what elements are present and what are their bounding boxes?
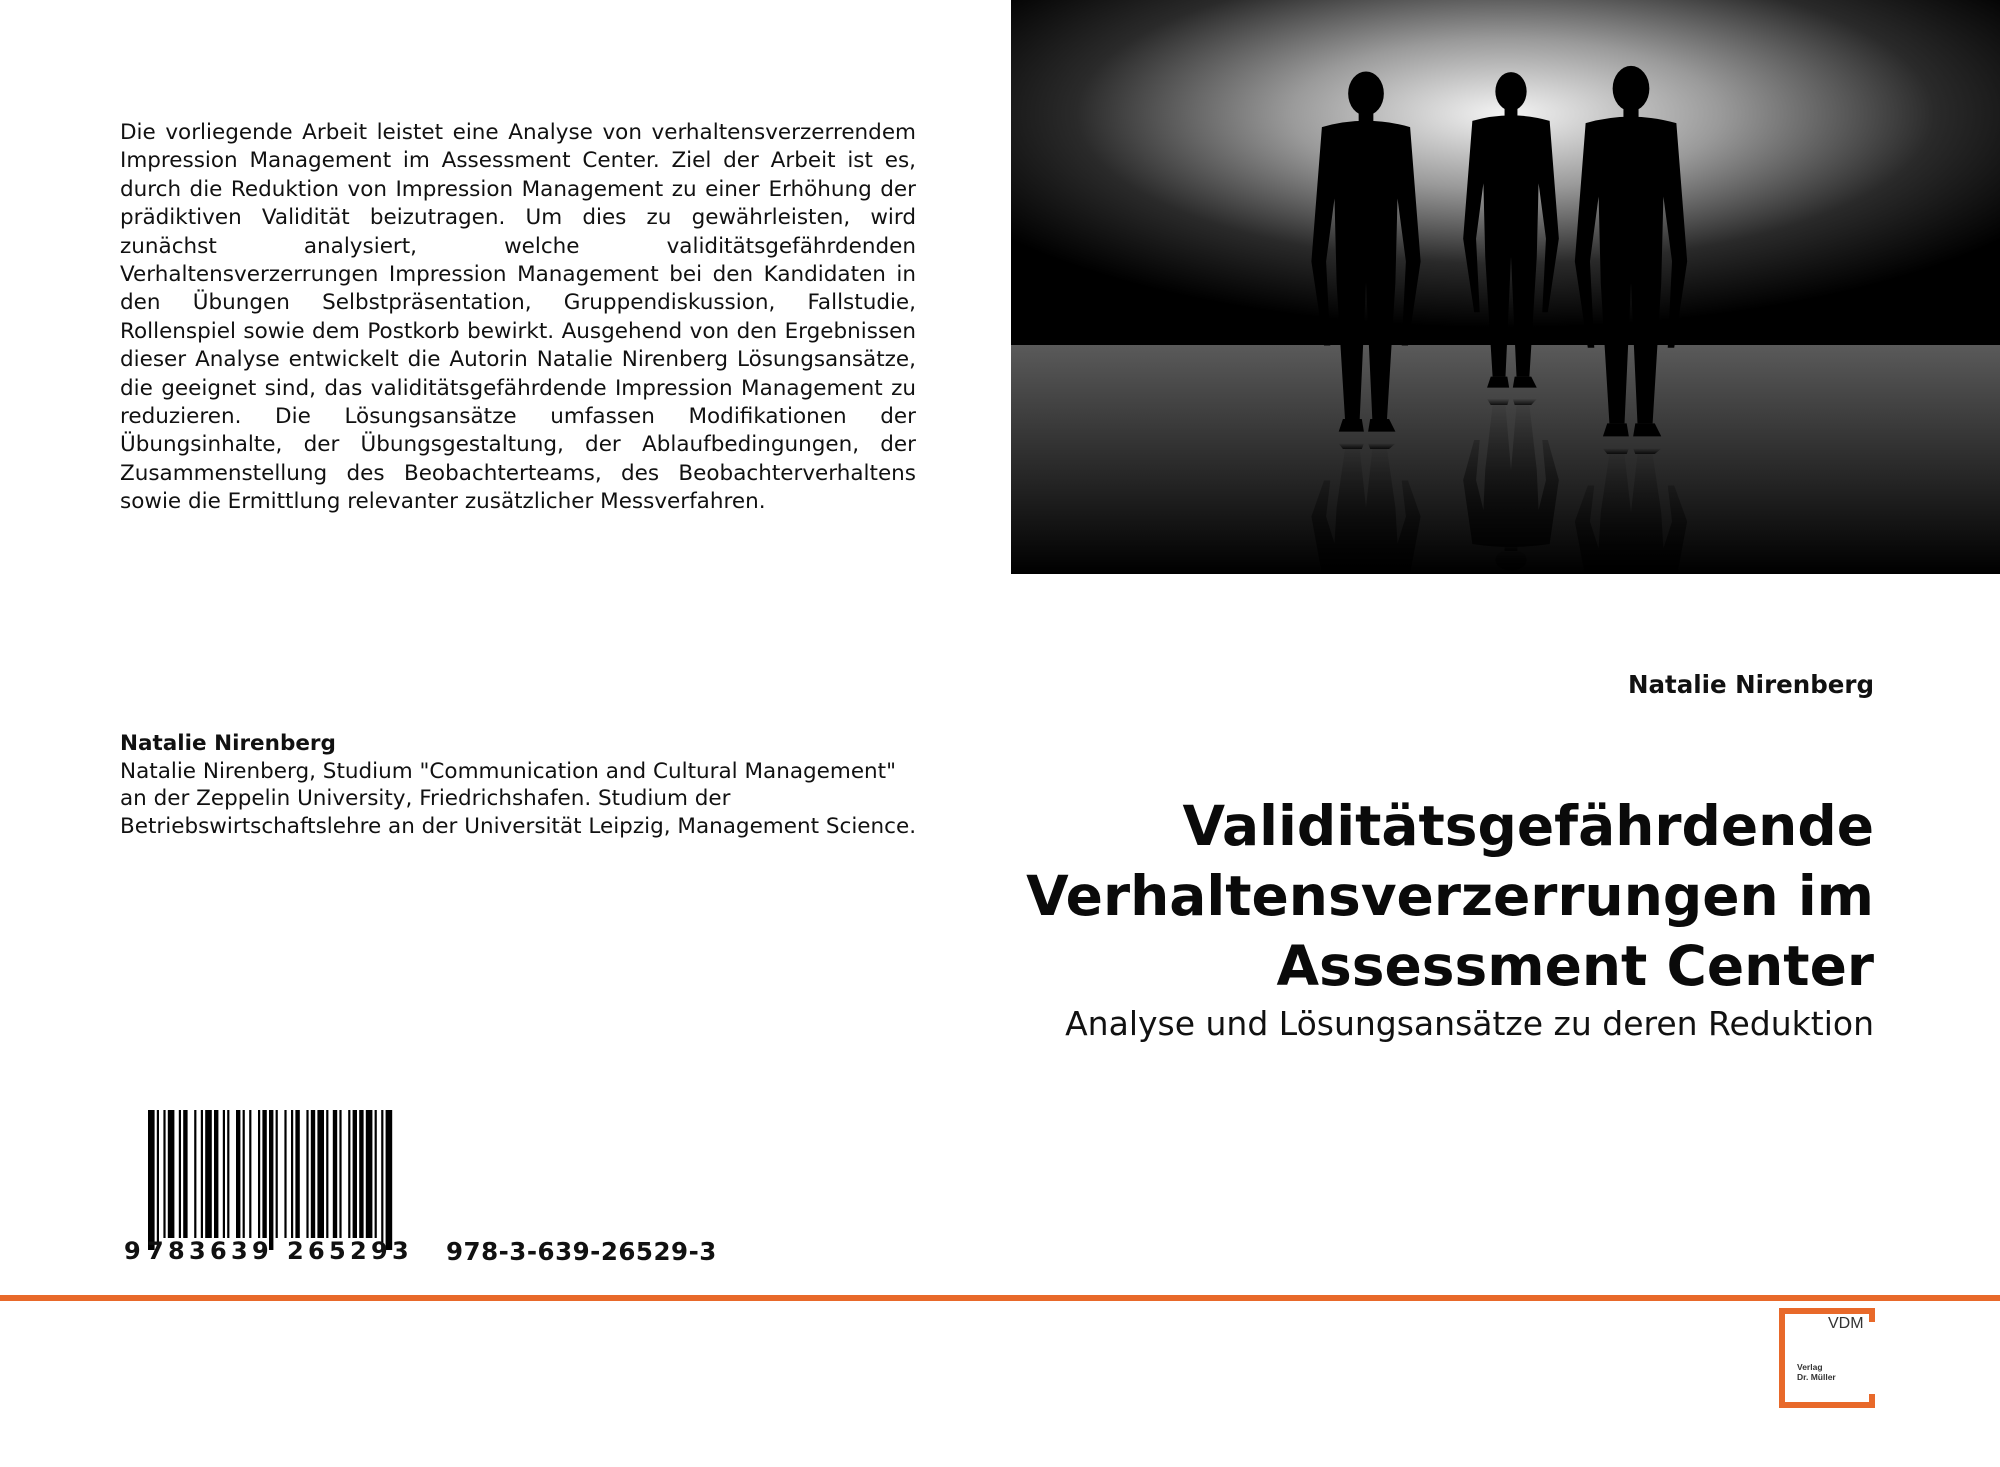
- barcode-bar: [317, 1110, 324, 1238]
- barcode-bar: [311, 1110, 315, 1238]
- barcode-digit: 2: [287, 1237, 304, 1265]
- barcode-bar: [269, 1110, 273, 1250]
- orange-divider: [0, 1295, 2000, 1301]
- barcode-bar: [194, 1110, 196, 1238]
- barcode-bar: [353, 1110, 357, 1238]
- barcode-bar: [243, 1110, 245, 1238]
- barcode-bar: [333, 1110, 337, 1238]
- barcode-bar: [227, 1110, 229, 1238]
- barcode-bar: [201, 1110, 203, 1238]
- logo-subtext: Verlag Dr. Müller: [1797, 1362, 1836, 1382]
- barcode-bar: [295, 1110, 299, 1238]
- cover-photo-silhouettes: [1011, 0, 2000, 574]
- barcode-digit: 9: [124, 1237, 141, 1265]
- barcode-bar: [284, 1110, 286, 1238]
- barcode-bar: [179, 1110, 181, 1238]
- publisher-logo: [1779, 1308, 1875, 1408]
- barcode-digit: 9: [371, 1237, 388, 1265]
- barcode-digit: 3: [392, 1237, 409, 1265]
- logo-brand: VDM: [1828, 1315, 1864, 1332]
- barcode-bar: [326, 1110, 328, 1238]
- isbn-number: 978-3-639-26529-3: [446, 1237, 717, 1266]
- barcode-digit: 6: [210, 1237, 227, 1265]
- barcode-bar: [258, 1110, 260, 1238]
- barcode-bar: [359, 1110, 363, 1238]
- barcode-digit: 3: [189, 1237, 206, 1265]
- barcode-digit: 3: [231, 1237, 248, 1265]
- barcode-bar: [306, 1110, 308, 1238]
- barcode-digit: 2: [350, 1237, 367, 1265]
- barcode-digit: 5: [329, 1237, 346, 1265]
- bio-author-name: Natalie Nirenberg: [120, 731, 336, 756]
- book-title: [974, 791, 1874, 1001]
- front-author-name: Natalie Nirenberg: [1627, 670, 1874, 699]
- barcode-bar: [386, 1110, 393, 1250]
- barcode-digit: 7: [147, 1237, 164, 1265]
- barcode-bar: [291, 1110, 293, 1238]
- barcode-bar: [157, 1110, 159, 1250]
- barcode-bar: [168, 1110, 175, 1238]
- barcode-digit: 8: [168, 1237, 185, 1265]
- book-subtitle: Analyse und Lösungsansätze zu deren Reduktion: [1065, 1004, 1874, 1043]
- barcode-bar: [375, 1110, 377, 1238]
- barcode-bar: [262, 1110, 266, 1238]
- title-line: Verhaltensverzerrungen im: [1026, 864, 1874, 928]
- barcode-bar: [205, 1110, 212, 1238]
- author-bio-block: [120, 730, 920, 840]
- barcode-bars: [120, 1110, 420, 1250]
- barcode-digit: 9: [252, 1237, 269, 1265]
- barcode-bar: [163, 1110, 165, 1238]
- title-line: Validitätsgefährdende: [1182, 794, 1874, 858]
- barcode-bar: [249, 1110, 251, 1238]
- barcode-bar: [348, 1110, 350, 1238]
- barcode-bar: [366, 1110, 373, 1238]
- barcode-bar: [183, 1110, 187, 1238]
- barcode-bar: [223, 1110, 225, 1238]
- title-line: Assessment Center: [1276, 934, 1874, 998]
- barcode-bar: [339, 1110, 341, 1238]
- barcode-bar: [276, 1110, 278, 1238]
- barcode-bar: [381, 1110, 383, 1250]
- barcode-bar: [148, 1110, 155, 1250]
- bio-text: Natalie Nirenberg, Studium "Communication and Cultural Management" an der Zeppelin University, Friedrichshafen. Studium der Betriebswirtschaftslehre an der Universität Leipzig, Management Science.: [120, 758, 917, 839]
- barcode-bar: [214, 1110, 218, 1238]
- back-cover-blurb: Die vorliegende Arbeit leistet eine Analyse von verhaltensverzerrendem Impression Management im Assessment Center. Ziel der Arbeit ist es, durch die Reduktion von Impression Management zu einer Erhöhung der prädiktiven Validität beizutragen. Um dies zu gewährleisten, wird zunächst analysiert, welche validitätsgefährdenden Verhaltensverzerrungen Impression Management bei den Kandidaten in den Übungen Selbstpräsentation, Gruppendiskussion, Fallstudie, Rollenspiel sowie dem Postkorb bewirkt. Ausgehend von den Ergebnissen dieser Analyse entwickelt die Autorin Natalie Nirenberg Lösungsansätze, die geeignet sind, das validitätsgefährdende Impression Management zu reduzieren. Die Lösungsansätze umfassen Modifikationen der Übungsinhalte, der Übungsgestaltung, der Ablaufbedingungen, der Zusammenstellung des Beobachterteams, des Beobachterverhaltens sowie die Ermittlung relevanter zusätzlicher Messverfahren.: [120, 120, 916, 515]
- barcode-digit: 6: [308, 1237, 325, 1265]
- barcode-bar: [236, 1110, 240, 1238]
